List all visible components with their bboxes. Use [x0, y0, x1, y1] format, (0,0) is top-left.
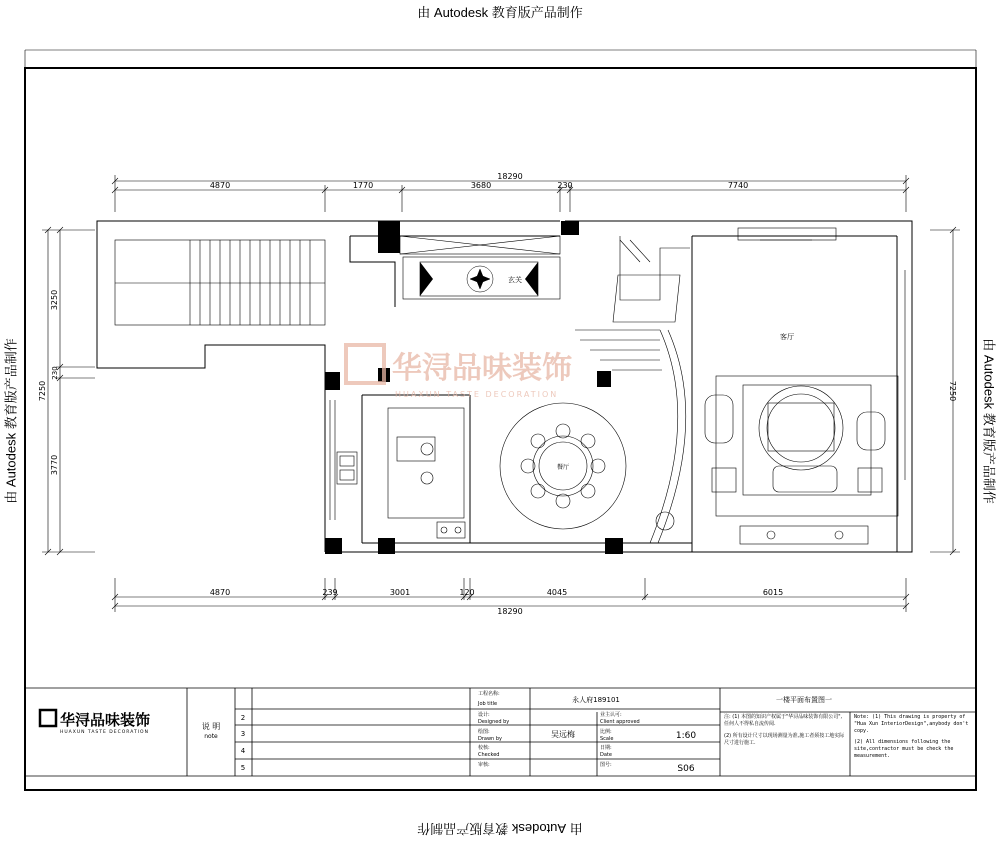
dining-area: [500, 403, 674, 530]
job-title-label: 工程名称:: [478, 691, 500, 697]
sheet-label: 图号:: [600, 762, 612, 768]
job-title-value: 永人府189101: [572, 696, 620, 704]
job-title-en: Job title: [478, 701, 498, 707]
row-number-3: 3: [240, 730, 246, 738]
date-en: Date: [600, 752, 612, 758]
room-label-living: 客厅: [780, 333, 794, 341]
note-label-en: note: [204, 733, 218, 740]
dim-right-total: 7250: [948, 380, 957, 402]
row-number-2: 2: [240, 714, 246, 722]
designer-name: 吴远梅: [551, 730, 575, 739]
watermark-name: 华浔品味装饰: [392, 351, 572, 386]
note2-cn: (2) 所有设计尺寸以现场测量为准,施工者须按工地实际尺寸进行施工.: [724, 733, 845, 746]
dim-top-2: 1770: [352, 181, 374, 190]
dim-top-1: 4870: [209, 181, 231, 190]
date-label: 日期:: [600, 745, 612, 751]
dim-left-1: 3250: [50, 289, 59, 311]
dim-bottom-total: 18290: [497, 607, 523, 616]
autodesk-stamp-bottom: 由 Autodesk 教育版产品制作: [417, 821, 583, 836]
dim-bottom-3: 3001: [389, 588, 411, 597]
watermark-sub: HUAXUN TASTE DECORATION: [395, 390, 559, 399]
designed-label: 设计:: [478, 712, 490, 718]
scale-label: 比例:: [600, 729, 612, 735]
dim-bottom-2: 239: [322, 588, 338, 597]
dim-bottom-6: 6015: [762, 588, 784, 597]
dim-top-total: 18290: [497, 172, 523, 181]
dim-left-3: 3770: [50, 454, 59, 476]
note-en-block: [854, 714, 972, 760]
sheet-value: S06: [677, 764, 695, 774]
note1-en: Note: (1) This drawing is property of "Hua Xun InteriorDesign",anybody don't copy.: [854, 714, 969, 734]
dim-bottom-4: 120: [459, 588, 475, 597]
approved-label: 审核:: [478, 762, 490, 768]
logo-name: 华浔品味装饰: [60, 711, 151, 729]
dim-left-total: 7250: [38, 380, 47, 402]
room-label-dining: 餐厅: [556, 464, 570, 471]
dim-top-4: 230: [557, 181, 573, 190]
checked-en: Checked: [478, 752, 500, 758]
row-number-5: 5: [240, 764, 246, 772]
dim-bottom-5: 4045: [546, 588, 568, 597]
scale-en: Scale: [600, 736, 614, 742]
dim-top-3: 3680: [470, 181, 492, 190]
logo-sub: HUAXUN TASTE DECORATION: [60, 730, 149, 735]
drawn-en: Drawn by: [478, 736, 502, 742]
autodesk-stamp-left: 由 Autodesk 教育版产品制作: [3, 338, 19, 504]
client-label: 业主认可:: [600, 712, 622, 718]
note-label-cn: 说 明: [201, 722, 221, 731]
note2-en: (2) All dimensions following the site,contractor must be check the measurement.: [854, 739, 954, 759]
autodesk-stamp-right: 由 Autodesk 教育版产品制作: [981, 338, 997, 504]
dim-left-2: 230: [51, 366, 59, 380]
dim-bottom-1: 4870: [209, 588, 231, 597]
room-label-entrance: 玄关: [508, 276, 522, 284]
kitchen: [330, 400, 465, 538]
client-en: Client approved: [600, 719, 640, 725]
stair-right: [575, 236, 690, 543]
note1-cn: 注: (1) 本图的知识产权属于"华浔品味装饰有限公司",任何人不得私自流传阅.: [724, 714, 843, 727]
title-block-logo: [40, 710, 150, 735]
autodesk-stamp-top: 由 Autodesk 教育版产品制作: [417, 5, 583, 20]
dim-top-5: 7740: [727, 181, 749, 190]
drawn-label: 绘图:: [478, 729, 490, 735]
drawing-title: 一楼平面布置图一: [776, 696, 832, 704]
stair-left: [115, 240, 325, 368]
row-number-4: 4: [240, 747, 246, 755]
left-dimension-lines: [42, 227, 95, 555]
scale-value: 1:60: [675, 731, 697, 741]
checked-label: 校核:: [478, 745, 490, 751]
living-room: [705, 228, 905, 544]
note-cn-block: [724, 714, 846, 747]
designed-en: Designed by: [478, 719, 510, 725]
exterior-walls: [97, 221, 912, 552]
entrance-medallion: [467, 266, 493, 292]
